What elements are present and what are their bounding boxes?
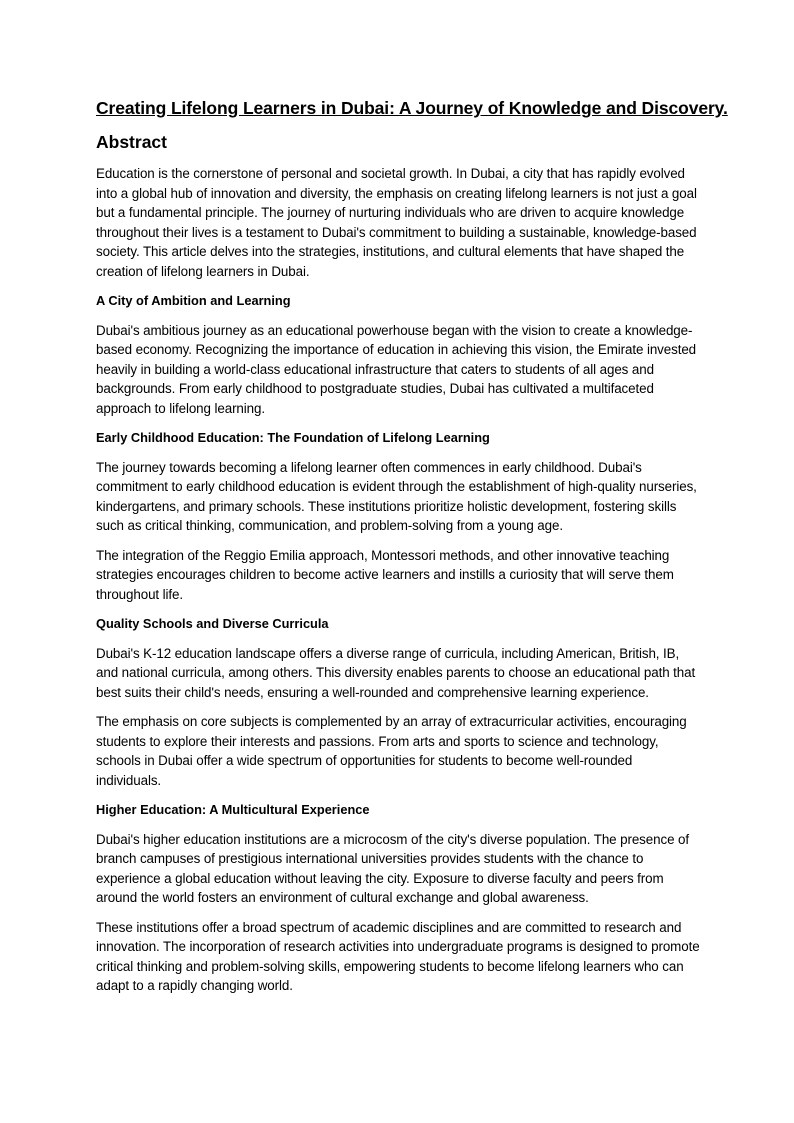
section-paragraph: Dubai's higher education institutions are a microcosm of the city's diverse population. The presence of branch campuses of prestigious international universities provides students with the chance to experience a global education without leaving the city. Exposure to diverse faculty and peers from around the world fosters an environment of cultural exchange and global awareness.: [96, 831, 690, 905]
section-paragraph: Dubai's ambitious journey as an educational powerhouse began with the vision to create a knowledge-based economy. Recognizing the importance of education in achieving this vision, the Emirate invested heavily in building a world-class educational infrastructure that caters to students of all ages and backgrounds. From early childhood to postgraduate studies, Dubai has cultivated a multifaceted approach to lifelong learning.: [96, 322, 697, 416]
section-heading-early-childhood: Early Childhood Education: The Foundation of Lifelong Learning: [96, 430, 490, 445]
section-paragraph: Dubai's K-12 education landscape offers a diverse range of curricula, including American, British, IB, and national curricula, among others. This diversity enables parents to choose an educational path that best suits their child's needs, ensuring a well-rounded and comprehensive learning experience.: [96, 645, 696, 700]
section-paragraph: The emphasis on core subjects is complemented by an array of extracurricular activities, encouraging students to explore their interests and passions. From arts and sports to science and technology, schools in Dubai offer a wide spectrum of opportunities for students to become well-rounded individuals.: [96, 714, 687, 788]
section-paragraph: The integration of the Reggio Emilia approach, Montessori methods, and other innovative teaching strategies encourages children to become active learners and instills a curiosity that will serve them throughout life.: [96, 547, 674, 602]
document-title: Creating Lifelong Learners in Dubai: A Journey of Knowledge and Discovery.: [96, 98, 728, 118]
section-paragraph: The journey towards becoming a lifelong learner often commences in early childhood. Dubai's commitment to early childhood education is evident through the establishment of high-quality nurseries, kindergartens, and primary schools. These institutions prioritize holistic development, fostering skills such as critical thinking, communication, and problem-solving from a young age.: [96, 459, 697, 533]
abstract-heading: Abstract: [96, 132, 167, 152]
section-paragraph: These institutions offer a broad spectrum of academic disciplines and are committed to research and innovation. The incorporation of research activities into undergraduate programs is designed to promote critical thinking and problem-solving skills, empowering students to become lifelong learners who can adapt to a rapidly changing world.: [96, 919, 700, 993]
section-heading-higher-education: Higher Education: A Multicultural Experience: [96, 802, 370, 817]
abstract-paragraph: Education is the cornerstone of personal and societal growth. In Dubai, a city that has rapidly evolved into a global hub of innovation and diversity, the emphasis on creating lifelong learners is not just a goal but a fundamental principle. The journey of nurturing individuals who are driven to acquire knowledge throughout their lives is a testament to Dubai's commitment to building a sustainable, knowledge-based society. This article delves into the strategies, institutions, and cultural elements that have shaped the creation of lifelong learners in Dubai.: [96, 166, 697, 279]
section-heading-quality-schools: Quality Schools and Diverse Curricula: [96, 616, 329, 631]
section-heading-city-of-ambition: A City of Ambition and Learning: [96, 293, 291, 308]
document-page: [96, 96, 728, 1006]
